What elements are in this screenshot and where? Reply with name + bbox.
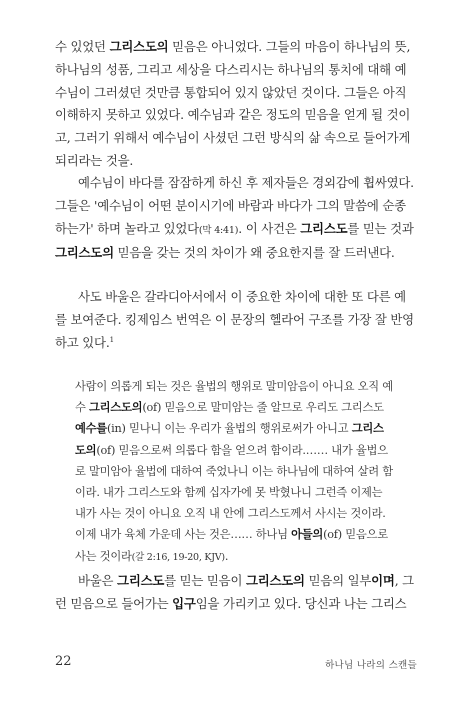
text-run: (of) 믿음으로써 의롭다 함을 얻으려 함이라.…… 내가 율법으로 말미암아 율법에 대하여 죽었나니 이는 하나님에 대하여 살려 함이라. 내가 그리스도와 함께 십자가에 못 박혔나니 그런즉 이제는 내가 사는 것이 아니요 오직 내 안에 그리스도께서 사시는 것이라. 이제 내가 육체 가운데 사는 것은…… 하나님 xyxy=(75,443,393,542)
emphasis-text: 그리스도의 xyxy=(55,245,114,261)
text-run: 믿음은 아니었다. 그들의 마음이 하나님의 뜻, 하나님의 성품, 그리고 세상을 다스리시는 하나님의 통치에 대해 예수님이 그러셨던 것만큼 통합되어 있지 않았던 것이다. 그들은 아직 이해하지 못하고 있었다. 예수님과 같은 정도의 믿음을 얻게 될 것이고, 그러기 위해서 예수님이 사셨던 그런 방식의 삶 속으로 들어가게 되리라는 것을. xyxy=(55,39,411,168)
emphasis-text: 그리스도의 xyxy=(109,39,169,54)
emphasis-text: 그리스도 xyxy=(117,573,165,588)
paragraph-1 xyxy=(55,36,417,173)
paragraph-2 xyxy=(55,172,417,265)
text-run: , 그런 믿음으로 들어가는 xyxy=(55,573,414,611)
text-run: (of) 믿음으로 사는 것이라 xyxy=(75,528,388,563)
text-run: 사람이 의롭게 되는 것은 율법의 행위로 말미암음이 아니요 오직 예수 xyxy=(75,380,393,415)
scripture-reference: (막 4:41) xyxy=(198,224,239,236)
running-title: 하나님 나라의 스캔들 xyxy=(325,660,417,671)
paragraph-4 xyxy=(55,570,417,616)
emphasis-text: 예수를 xyxy=(75,421,107,436)
emphasis-text: 이며 xyxy=(371,573,395,588)
text-run: 를 믿는 믿음이 xyxy=(164,573,246,588)
text-run: . xyxy=(224,549,229,563)
text-run: 믿음의 일부 xyxy=(304,573,372,588)
text-run: . 이 사건은 xyxy=(238,220,301,236)
page-number: 22 xyxy=(55,654,72,669)
emphasis-text: 그리스도의 xyxy=(245,573,305,588)
text-run: (in) 믿나니 이는 우리가 율법의 행위로써가 아니고 xyxy=(107,422,352,436)
block-quote xyxy=(75,376,393,568)
text-run: 임을 가리키고 있다. 당신과 나는 그리스 xyxy=(195,595,407,611)
emphasis-text: 그리스도의 xyxy=(89,400,143,415)
text-run: 바울은 xyxy=(78,573,118,588)
text-run: 예수님이 바다를 잠잠하게 하신 후 제자들은 경외감에 휩싸였다. 그들은 '예수님이 어떤 분이시기에 바람과 바다가 그의 말씀에 순종하는가' 하며 놀라고 있었다 xyxy=(55,175,414,236)
text-run: 사도 바울은 갈라디아서에서 이 중요한 차이에 대한 또 다른 예를 보여준다. 킹제임스 번역은 이 문장의 헬라어 구조를 가장 잘 반영하고 있다. xyxy=(55,289,414,350)
text-run: 수 있었던 xyxy=(55,39,110,54)
scripture-reference: (갈 2:16, 19-20, KJV) xyxy=(131,551,225,563)
footnote-marker: 1 xyxy=(109,335,114,344)
text-run: 믿음을 갖는 것의 차이가 왜 중요한지를 잘 드러낸다. xyxy=(113,245,395,261)
text-run: 를 믿는 것과 xyxy=(347,220,414,236)
paragraph-3 xyxy=(55,286,417,354)
emphasis-text: 그리스도의 xyxy=(75,421,384,457)
emphasis-text: 입구 xyxy=(172,595,196,611)
emphasis-text: 아들의 xyxy=(291,527,324,542)
emphasis-text: 그리스도 xyxy=(300,220,348,236)
text-run: (of) 믿음으로 말미암는 줄 알므로 우리도 그리스도 xyxy=(142,401,384,415)
